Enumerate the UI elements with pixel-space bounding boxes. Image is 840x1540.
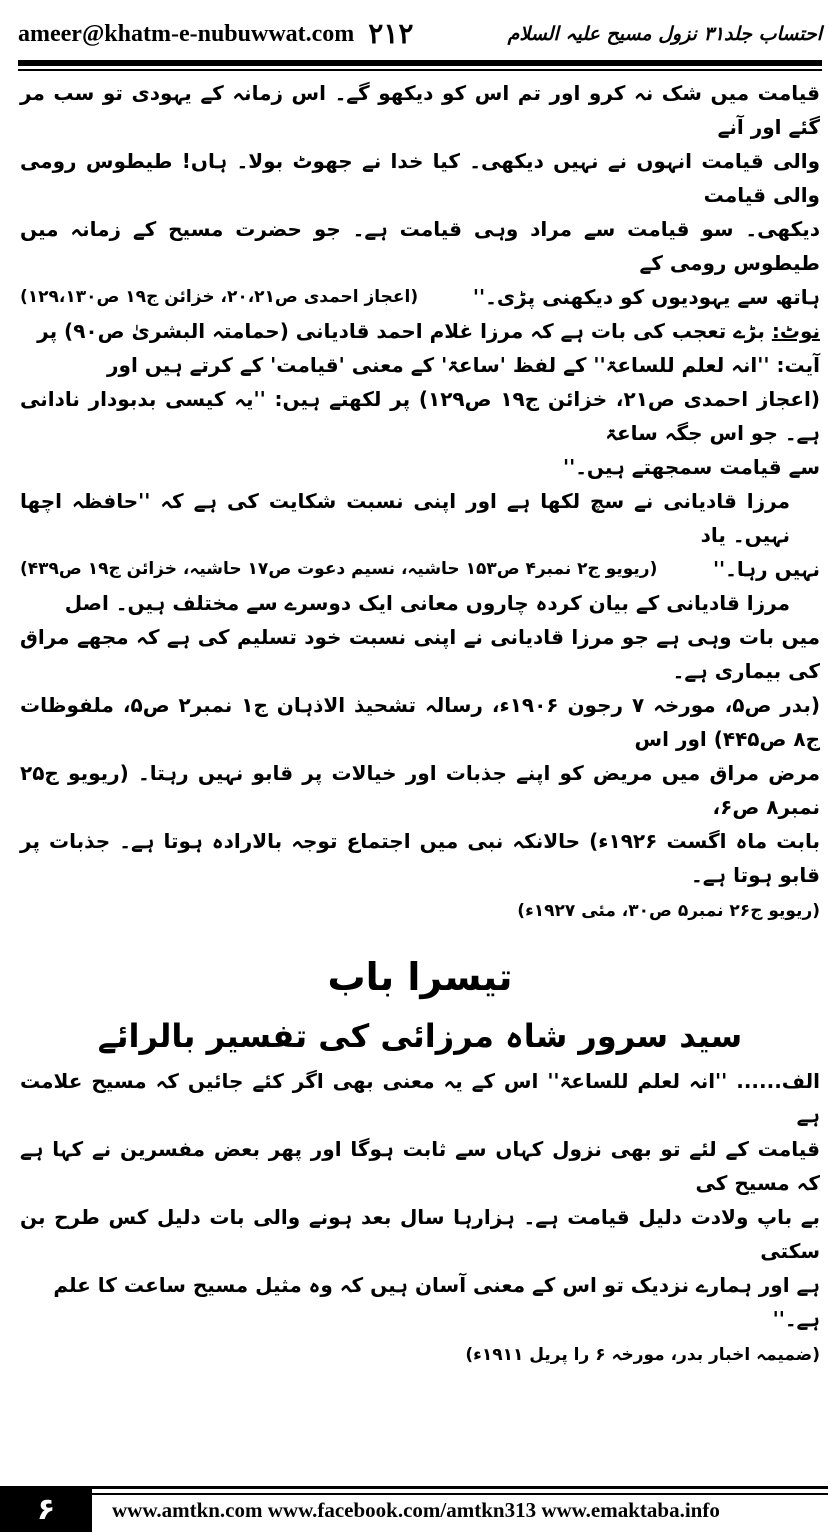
page-footer <box>0 1486 840 1532</box>
header-email: ameer@khatm-e-nubuwwat.com <box>18 20 355 47</box>
body-line: آیت: ''انہ لعلم للساعۃ'' کے لفظ 'ساعۃ' کے معنی 'قیامت' کے کرتے ہیں اور <box>107 353 820 377</box>
body-line: نہیں رہا۔'' <box>712 557 820 581</box>
citation-text: (ریویو ج۲۶ نمبر۵ ص۳۰، مئی ۱۹۲۷ء) <box>517 901 820 921</box>
citation-line <box>20 552 820 586</box>
body-line: (بدر ص۵، مورخہ ۷ رجون ۱۹۰۶ء، رسالہ تشحیذ الاذہان ج۱ نمبر۲ ص۵، ملفوظات ج۸ ص۴۴۵) اور اس <box>20 693 820 751</box>
citation: (اعجاز احمدی ص۲۰،۲۱، خزائن ج۱۹ ص۱۲۹،۱۳۰) <box>20 287 419 307</box>
header-rule-thick <box>18 60 822 66</box>
page-body <box>20 76 820 1372</box>
body-line: مرزا قادیانی نے سچ لکھا ہے اور اپنی نسبت شکایت کی ہے کہ ''حافظہ اچھا نہیں۔ یاد <box>20 489 790 547</box>
body-line: بے باپ ولادت دلیل قیامت ہے۔ ہزارہا سال بعد ہونے والی بات دلیل کس طرح بن سکتی <box>20 1205 820 1263</box>
header-book-title: احتساب جلد۳۱ نزول مسیح علیہ السلام <box>507 23 822 45</box>
chapter-subtitle: سید سرور شاہ مرزائی کی تفسیر بالرائے <box>97 1017 743 1055</box>
body-line: مرض مراق میں مریض کو اپنے جذبات اور خیالات پر قابو نہیں رہتا۔ (ریویو ج۲۵ نمبر۸ ص۶، <box>20 761 820 819</box>
footer-rule-thin <box>92 1493 828 1495</box>
body-line: دیکھی۔ سو قیامت سے مراد وہی قیامت ہے۔ جو حضرت مسیح کے زمانہ میں طیطوس رومی کے <box>20 217 820 275</box>
body-line: بابت ماہ اگست ۱۹۲۶ء) حالانکہ نبی میں اجتماع توجہ بالارادہ ہوتا ہے۔ جذبات پر قابو ہوتا ہے۔ <box>20 829 820 887</box>
note-text: بڑے تعجب کی بات ہے کہ مرزا غلام احمد قادیانی (حمامتہ البشریٰ ص۹۰) پر <box>37 319 765 343</box>
note-label: نوٹ: <box>771 319 820 343</box>
chapter-heading <box>20 946 820 1064</box>
footer-rule-thick <box>92 1486 828 1489</box>
body-line: الف...... ''انہ لعلم للساعۃ'' اس کے یہ معنی بھی اگر کئے جائیں کہ مسیح علامت ہے <box>20 1069 820 1127</box>
citation <box>20 892 820 928</box>
header-left <box>18 17 413 51</box>
footer-links[interactable]: www.amtkn.com www.facebook.com/amtkn313 www.emaktaba.info <box>112 1498 720 1522</box>
note-line <box>20 314 820 348</box>
page-header <box>18 14 822 54</box>
body-line: ہاتھ سے یہودیوں کو دیکھنی پڑی۔'' <box>472 285 820 309</box>
body-line: ہے اور ہمارے نزدیک تو اس کے معنی آسان ہیں کہ وہ مثیل مسیح ساعت کا علم ہے۔'' <box>53 1273 820 1331</box>
citation: (ریویو ج۲ نمبر۴ ص۱۵۳ حاشیہ، نسیم دعوت ص۱۷ حاشیہ، خزائن ج۱۹ ص۴۳۹) <box>20 559 658 579</box>
body-line: مرزا قادیانی کے بیان کردہ چاروں معانی ایک دوسرے سے مختلف ہیں۔ اصل <box>64 591 790 615</box>
citation-line <box>20 280 820 314</box>
chapter-title: تیسرا باب <box>327 955 513 999</box>
body-line: والی قیامت انہوں نے نہیں دیکھی۔ کیا خدا نے جھوٹ بولا۔ ہاں! طیطوس رومی والی قیامت <box>20 149 820 207</box>
footer-page-number: ۶ <box>0 1486 92 1532</box>
header-page-number: ۲۱۲ <box>368 19 414 50</box>
body-line: سے قیامت سمجھتے ہیں۔'' <box>562 455 820 479</box>
citation-text: (ضمیمہ اخبار بدر، مورخہ ۶ را پریل ۱۹۱۱ء) <box>465 1345 820 1365</box>
body-line: میں بات وہی ہے جو مرزا قادیانی نے اپنی نسبت خود تسلیم کی ہے کہ مجھے مراق کی بیماری ہے۔ <box>20 625 820 683</box>
citation <box>20 1336 820 1372</box>
body-line: قیامت میں شک نہ کرو اور تم اس کو دیکھو گے۔ اس زمانہ کے یہودی تو سب مر گئے اور آنے <box>20 81 820 139</box>
header-rule-thin <box>18 69 822 71</box>
body-line: قیامت کے لئے تو بھی نزول کہاں سے ثابت ہوگا اور پھر بعض مفسرین نے کہا ہے کہ مسیح کی <box>20 1137 820 1195</box>
body-line: (اعجاز احمدی ص۲۱، خزائن ج۱۹ ص۱۲۹) پر لکھتے ہیں: ''یہ کیسی بدبودار نادانی ہے۔ جو اس جگہ ساعۃ <box>20 387 821 445</box>
